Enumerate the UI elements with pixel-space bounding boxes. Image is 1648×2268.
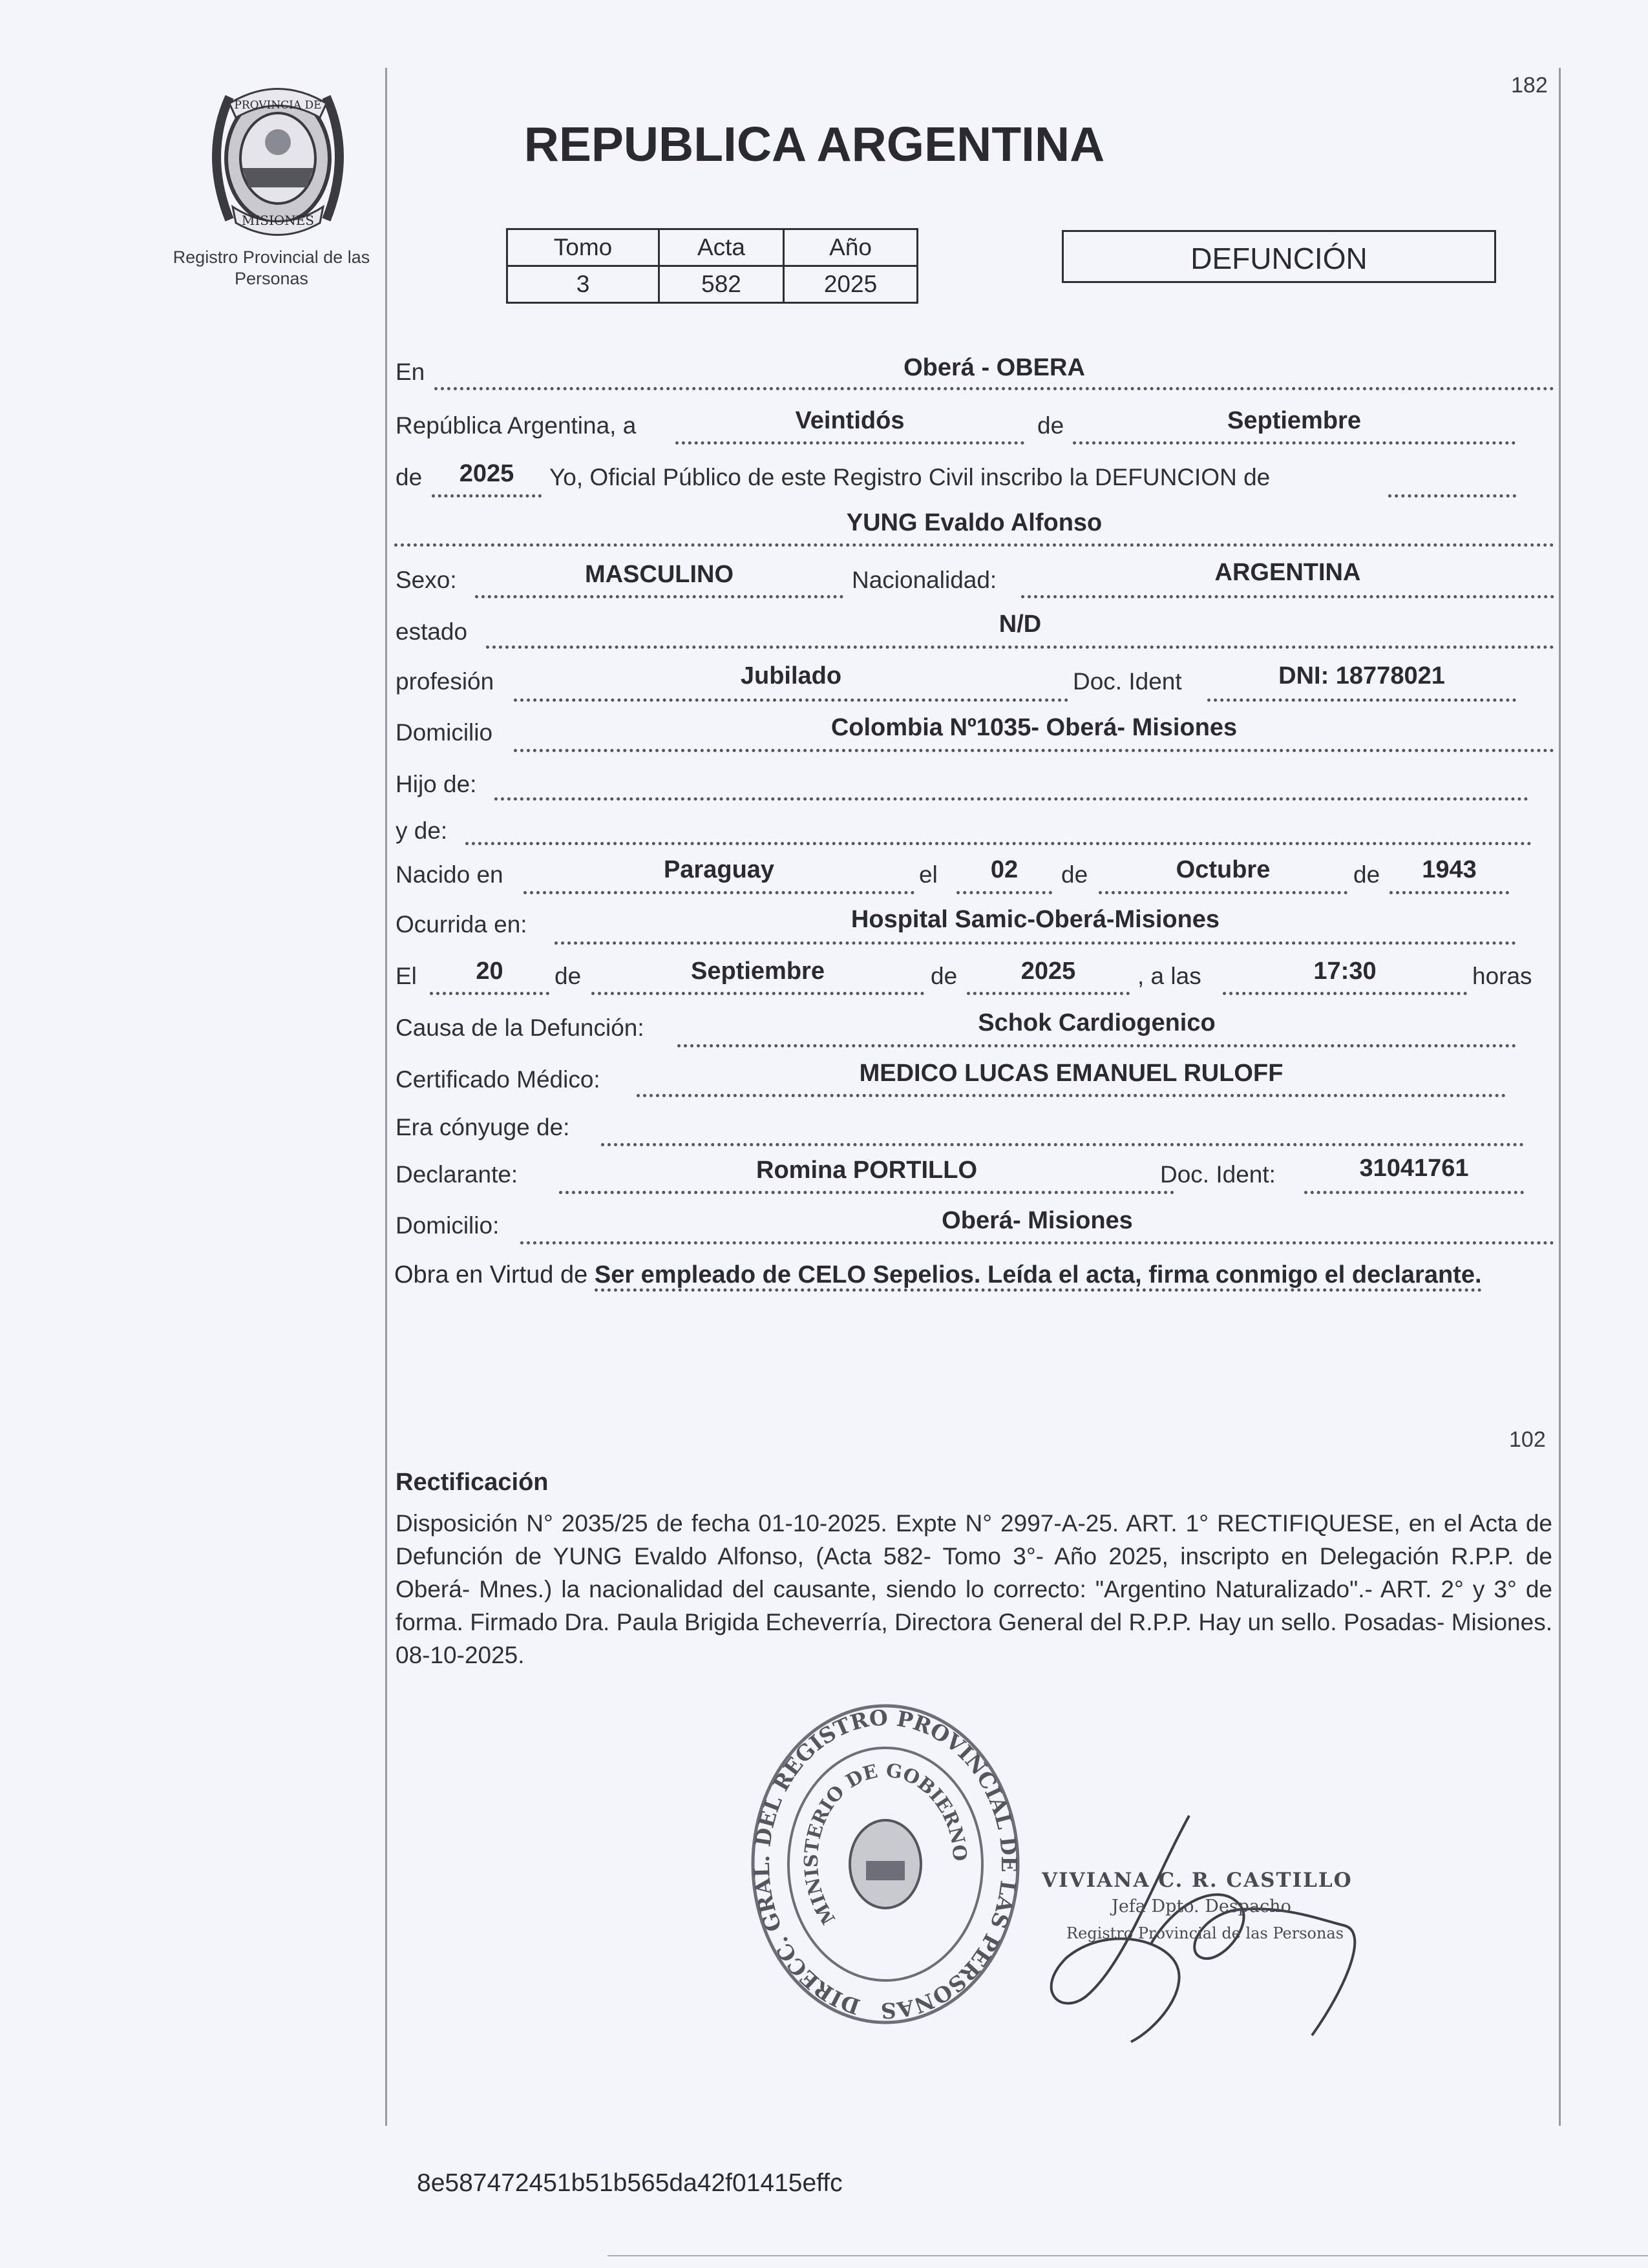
- value-nac-dia: 02: [990, 856, 1019, 883]
- field-hijo-de: [494, 771, 1528, 801]
- label-yo-oficial: Yo, Oficial Público de este Registro Civil inscribo la DEFUNCION de: [549, 464, 1271, 490]
- value-estado: N/D: [998, 611, 1042, 638]
- value-declarante-domicilio: Oberá- Misiones: [942, 1207, 1133, 1234]
- bottom-edge-line: [607, 2255, 1648, 2256]
- label-de-anio: de: [396, 464, 423, 490]
- value-mes: Septiembre: [1227, 407, 1361, 434]
- header-anio: Año: [784, 229, 918, 266]
- label-horas: horas: [1472, 963, 1532, 989]
- label-conyuge: Era cónyuge de:: [396, 1114, 570, 1140]
- label-ocurrida-en: Ocurrida en:: [396, 911, 527, 938]
- header-tomo: Tomo: [507, 229, 659, 266]
- official-name: VIVIANA C. R. CASTILLO: [1042, 1869, 1353, 1892]
- value-declarante-doc: 31041761: [1359, 1155, 1469, 1182]
- value-causa: Schok Cardiogenico: [978, 1009, 1216, 1036]
- value-nac-mes: Octubre: [1176, 856, 1271, 883]
- value-acta: 582: [659, 266, 784, 303]
- document-hash: 8e587472451b51b565da42f01415effc: [417, 2169, 843, 2197]
- label-de-mes: de: [1037, 412, 1064, 439]
- value-dni: DNI: 18778021: [1278, 662, 1445, 689]
- label-domicilio: Domicilio: [396, 719, 493, 746]
- label-de-def-anio: de: [931, 963, 958, 989]
- official-office: Registro Provincial de las Personas: [1066, 1924, 1344, 1942]
- value-certificado: MEDICO LUCAS EMANUEL RULOFF: [859, 1060, 1284, 1087]
- label-doc-ident: Doc. Ident: [1073, 668, 1182, 695]
- value-anio: 2025: [784, 266, 918, 303]
- left-margin-rule: [385, 68, 387, 2126]
- obra-en-virtud: [394, 1259, 1554, 1291]
- label-causa: Causa de la Defunción:: [396, 1014, 644, 1041]
- value-profesion: Jubilado: [740, 662, 842, 689]
- rectificacion-text: Disposición N° 2035/25 de fecha 01-10-2025. Expte N° 2997-A-25. ART. 1° RECTIFIQUESE, en el Acta de Defunción de YUNG Evaldo Alfonso, (Acta 582- Tomo 3°- Año 2025, inscripto en Delegación R.P.P. de Oberá- Mnes.) la nacionalidad del causante, siendo lo correcto: "Argentino Naturalizado".- ART. 2° y 3° de forma. Firmado Dra. Paula Brigida Echeverría, Directora General del R.P.P. Hay un sello. Posadas- Misiones. 08-10-2025.: [396, 1510, 1552, 1668]
- official-role: Jefa Dpto. Despacho: [1112, 1896, 1291, 1916]
- value-tomo: 3: [507, 266, 659, 303]
- seal-outer-text: DIRECC. GRAL. DEL REGISTRO PROVINCIAL DE LAS PERSONAS: [748, 1705, 1022, 2024]
- label-estado: estado: [396, 618, 468, 645]
- value-hora: 17:30: [1313, 958, 1377, 985]
- value-obra: Ser empleado de CELO Sepelios. Leída el acta, firma conmigo el declarante.: [595, 1261, 1482, 1292]
- label-profesion: profesión: [396, 668, 494, 695]
- label-obra: Obra en Virtud de: [394, 1261, 588, 1288]
- value-def-mes: Septiembre: [691, 958, 825, 985]
- value-def-dia: 20: [476, 958, 503, 985]
- value-anio: 2025: [459, 460, 514, 487]
- value-nac-anio: 1943: [1422, 856, 1477, 883]
- label-y-de: y de:: [396, 817, 448, 844]
- value-ocurrida-en: Hospital Samic-Oberá-Misiones: [850, 906, 1220, 933]
- field-trailing: [1388, 468, 1516, 498]
- label-de-def-mes: de: [555, 963, 582, 989]
- registry-name: Registro Provincial de las Personas: [173, 247, 370, 288]
- label-el: el: [919, 861, 938, 888]
- label-nacionalidad: Nacionalidad:: [852, 567, 997, 593]
- label-de-nac-anio: de: [1353, 861, 1380, 888]
- document-title: REPUBLICA ARGENTINA: [523, 117, 1105, 171]
- label-de-nac-mes: de: [1061, 861, 1088, 888]
- label-doc-ident-declarante: Doc. Ident:: [1160, 1161, 1276, 1188]
- svg-text:PROVINCIA DE: PROVINCIA DE: [234, 99, 322, 112]
- province-emblem: [204, 78, 352, 246]
- value-dia: Veintidós: [795, 407, 905, 434]
- value-domicilio: Colombia Nº1035- Oberá- Misiones: [830, 714, 1238, 741]
- record-table: [506, 228, 918, 304]
- official-seal: [743, 1699, 1028, 2035]
- field-conyuge: [601, 1117, 1524, 1146]
- value-nacionalidad: ARGENTINA: [1214, 559, 1361, 586]
- value-nombre: YUNG Evaldo Alfonso: [846, 509, 1103, 536]
- field-y-de: [465, 815, 1532, 845]
- rectificacion-page-number: 102: [1509, 1427, 1546, 1452]
- value-sexo: MASCULINO: [584, 561, 734, 588]
- label-a-las: , a las: [1137, 963, 1201, 989]
- label-republica: República Argentina, a: [396, 412, 637, 439]
- value-def-anio: 2025: [1020, 958, 1076, 985]
- right-margin-rule: [1559, 68, 1561, 2126]
- record-type-box: DEFUNCIÓN: [1062, 230, 1496, 283]
- label-declarante: Declarante:: [396, 1161, 518, 1188]
- label-certificado: Certificado Médico:: [396, 1066, 600, 1093]
- value-lugar: Oberá - OBERA: [903, 354, 1085, 381]
- header-acta: Acta: [659, 229, 784, 266]
- value-nacido-en: Paraguay: [663, 856, 775, 883]
- seal-inner-text: MINISTERIO DE GOBIERNO: [800, 1759, 971, 1929]
- rectificacion-title: Rectificación: [396, 1469, 549, 1496]
- label-sexo: Sexo:: [396, 567, 457, 593]
- label-domicilio-declarante: Domicilio:: [396, 1212, 500, 1239]
- value-declarante: Romina PORTILLO: [756, 1157, 977, 1184]
- page-number: 182: [1511, 73, 1548, 98]
- svg-text:MISIONES: MISIONES: [241, 213, 315, 228]
- label-hijo-de: Hijo de:: [396, 771, 477, 797]
- label-el-cap: El: [396, 963, 417, 989]
- label-en: En: [396, 359, 425, 385]
- label-nacido-en: Nacido en: [396, 861, 503, 888]
